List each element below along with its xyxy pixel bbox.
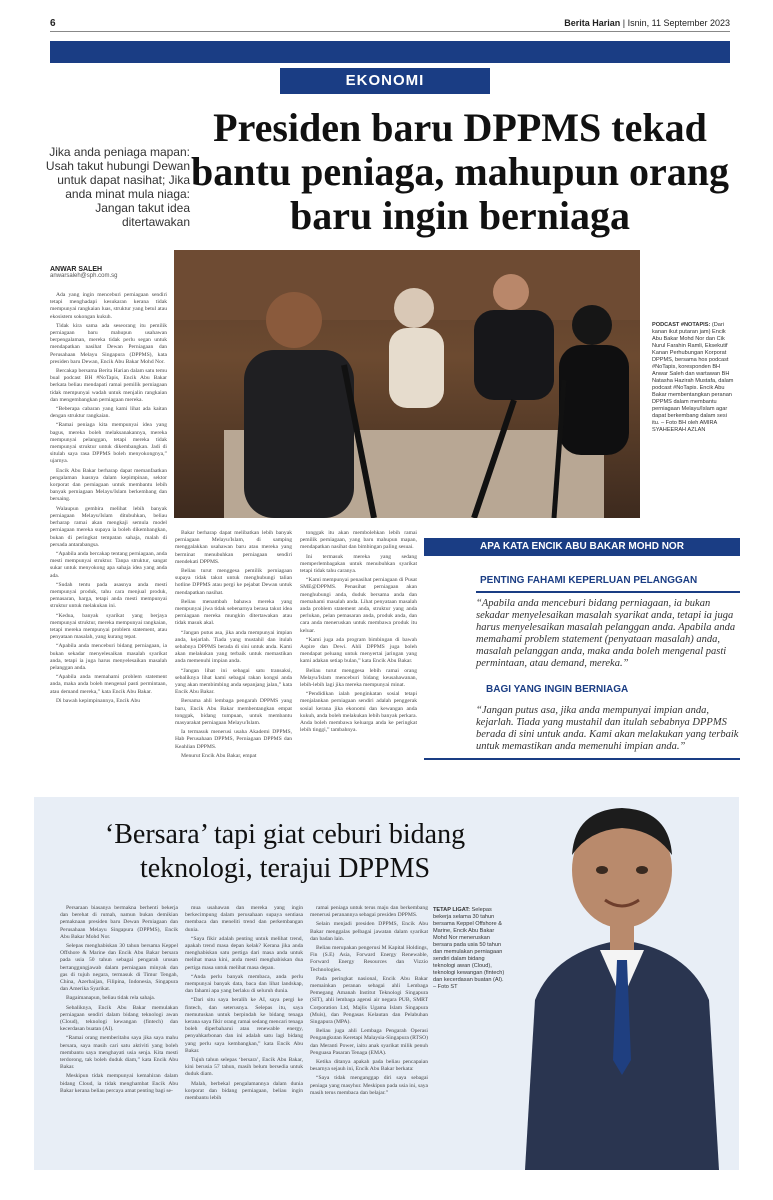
paragraph: “Jangan putus asa, jika anda mempunyai impian anda, kejarlah. Tiada yang mustahil dan itulah sebabnya DPPMS berada di sini untuk anda. Kami akan melakukan yang terbaik untuk memastikan anda memenuhi impian anda.: [175, 629, 292, 665]
paragraph: “Sudah tentu pada asasnya anda mesti mempunyai produk, tahu cara menjual produk, pemasaran, harga, tetapi anda mesti mempunyai struktur untuk melakukan ini.: [50, 581, 167, 610]
paragraph: Ia termasuk menerusi usaha Akademi DPPMS, Hab Perusahaan DPPMS, Perniagaan DPPMS dan Keahlian DPPMS.: [175, 729, 292, 750]
quote-rule-1: [476, 591, 740, 593]
quote-text-2: “Jangan putus asa, jika anda mempunyai impian anda, kejarlah. Tiada yang mustahil dan itulah sebabnya DPPMS berada di sini untuk anda. Kami akan melakukan yang terbaik untuk memastikan anda memenuhi impian anda.”: [476, 705, 739, 752]
paragraph: Ketika ditanya apakah pada beliau pencapaian besarnya sejauh ini, Encik Abu Bakar berkata:: [310, 1059, 428, 1073]
portrait-caption-text: Selepas bekerja selama 30 tahun bersama Keppel Offshore & Marine, Encik Abu Bakar Mohd Nor meneruskan bersara pada usia 50 tahun dan memulakan perniagaan sendiri dalam bidang teknologi awan (Cloud), teknologi kewangan (fintech) dan kecerdasan buatan (AI). – Foto ST: [433, 907, 505, 990]
paragraph: Selepas menghabiskan 30 tahun bersama Keppel Offshore & Marine dan Encik Abu Bakar bersara pada usia 50 tahun sebagai pengarah urusan bertanggungjawab dalam perniagaan minyak dan gas di tujuh negara, termasuk di Timur Tengah, China, Azerbaijan, Filipina, Indonesia, Singapura dan Amerika Syarikat.: [60, 943, 178, 993]
publication-name: Berita Harian: [564, 18, 621, 28]
portrait-caption: [433, 907, 505, 991]
paragraph: Bagaimanapun, beliau tidak rela sahaja.: [66, 995, 156, 1002]
byline: [50, 266, 165, 279]
page-number: 6: [50, 18, 56, 29]
paragraph: Bersama ahli lembaga pengarah DPPMS yang baru, Encik Abu Bakar membentangkan empat tonggak, bidang tumpuan, untuk membantu masyarakat perniagaan Melayu/Islam.: [175, 698, 292, 727]
paragraph: “Beberapa cabaran yang kami lihat ada kaitan dengan struktur rangkaian.: [50, 406, 167, 420]
article-column-3: [300, 530, 417, 788]
headline: Presiden baru DPPMS tekad bantu peniaga, mahupun orang baru ingin berniaga: [191, 105, 729, 238]
paragraph: “Dari situ saya beralih ke AI, saya pergi ke fintech, dan seterusnya. Selepas itu, saya memutuskan untuk berpindah ke bidang tenaga kerana saya fikir orang ramai sedang mencari tenaga boleh diperbaharui atau renewable energy, penyahkarbonan dan ini adalah satu lagi bidang yang perlu saya kembangkan,” kata Encik Abu Bakar.: [185, 997, 303, 1054]
paragraph: Selain menjadi presiden DPPMS, Encik Abu Bakar menggalas pelbagai jawatan dalam syarikat dan badan lain.: [310, 921, 428, 942]
article-column-1: [50, 292, 167, 788]
paragraph: mua usahawan dan mereka yang ingin berkecimpung dalam perusahaan supaya sentiasa membaca dan meneliti trend dan perkembangan dunia.: [185, 905, 303, 933]
podcast-photo: [174, 250, 640, 518]
photo-caption: [652, 322, 734, 434]
paragraph: Tidak kira sama ada seseorang itu pemilik perniagaan baru mahupun usahawan berpengalaman, mereka tidak perlu segan untuk mendapatkan nasihat Dewan Perniagaan dan Perusahaan Melayu Singapura (DPPMS), kata presiden baru Dewan, Encik Abu Bakar Mohd Nor.: [50, 322, 167, 365]
quote-subhead-1: PENTING FAHAMI KEPERLUAN PELANGGAN: [480, 575, 698, 586]
paragraph: tonggak itu akan membolehkan lebih ramai pemilik perniagaan, yang baru mahupun mapan, mendapatkan nasihat dan bimbingan paling sesuai.: [300, 530, 417, 551]
quote-bottom-rule: [424, 758, 740, 760]
paragraph: Beliau juga ahli Lembaga Pengarah Operasi Pengangkutan Keretapi Malaysia-Singapura (RTSO) dan Meranti Power, iaitu anak syarikat milik penuh Penguasa Pasaran Tenaga (EMA).: [310, 1028, 428, 1056]
paragraph: Bakar berharap dapat melibatkan lebih banyak perniagaan Melayu/Islam, di samping menggalakkan usahawan baru atau mereka yang berminat menubuhkan perniagaan sendiri mendekati DPPMS.: [175, 530, 292, 565]
byline-name: ANWAR SALEH: [50, 266, 103, 273]
feature-headline: ‘Bersara’ tapi giat ceburi bidang teknologi, terajui DPPMS: [104, 819, 466, 884]
paragraph: “Ramai peniaga kita mempunyai idea yang bagus, mereka boleh melaksanakannya, mereka mempunyai pelanggan, tetapi mereka tidak mempunyai struktur untuk dikembangkan. Jadi di situlah saya rasa DPPMS boleh menyokongnya,” ujarnya.: [50, 422, 167, 465]
paragraph: “Apabila anda menceburi bidang perniagaan, ia bukan sekadar menyelesaikan masalah syarikat anda, tetapi ia juga harus menyelesaikan masalah pelanggan anda.: [50, 643, 167, 671]
paragraph: “Jangan lihat ini sebagai satu transaksi, sebaliknya lihat kami sebagai rakan kongsi anda yang akan membimbing anda sepanjang jalan,” kata Encik Abu Bakar.: [175, 667, 292, 696]
paragraph: ramai peniaga untuk terus maju dan berkembang menerusi peranannya sebagai presiden DPPMS.: [310, 905, 428, 919]
paragraph: “Saya fikir adalah penting untuk melihat trend, apakah trend masa depan kelak? Kerana jika anda menghabiskan satu pertiga dari masa anda untuk melihat masa kini, anda mesti menghabiskan dua pertiga masa untuk melihat masa depan.: [185, 935, 303, 971]
paragraph: Pada peringkat nasional, Encik Abu Bakar memainkan peranan sebagai ahli Lembaga Pemegang Amanah Institut Teknologi Singapura (SIT), ahli lembaga agensi air negara PUB, SMRT Corporation Ltd, Majlis Ugama Islam Singapura (Muis), dan Pengasas Kelautan dan Pelabuhan Singapura (MPA).: [310, 975, 428, 1026]
photo-caption-label: PODCAST #NOTAPIS:: [652, 322, 711, 328]
portrait-caption-label: TETAP LIGAT:: [433, 907, 470, 913]
section-label: EKONOMI: [280, 68, 490, 94]
paragraph: Sebaliknya, Encik Abu Bakar memulakan perniagaan sendiri dalam bidang teknologi awan (Cloud), teknologi kewangan (fintech) dan kecerdasan buatan (AI).: [60, 1004, 178, 1033]
deck: Jika anda peniaga mapan: Usah takut hubungi Dewan untuk dapat nasihat; Jika anda minat mula niaga: Jangan takut idea ditertawakan: [45, 145, 190, 229]
header-band: [50, 41, 730, 63]
feature-column-3: [310, 905, 428, 1163]
podcast-photo-illustration: [174, 250, 640, 518]
paragraph: Persaraan biasanya bermakna berhenti bekerja dan berehat di rumah, namun bukan demikian pemaknaan presiden baru Dewan Perniagaan dan Perusahaan Melayu Singapura (DPPMS), Encik Abu Bakar Mohd Nor.: [60, 905, 178, 940]
issue-date: Isnin, 11 September 2023: [627, 18, 730, 28]
paragraph: Di bawah kepimpinannya, Encik Abu: [56, 697, 141, 704]
paragraph: Walaupun gembira melihat lebih banyak perniagaan Melayu/Islam ditubuhkan, beliau berharap ramai akan mengkaji semula model perniagaan mereka supaya ia boleh dikembangkan, bukan di peringkat tempatan sahaja, malah di persada antarabangsa.: [50, 505, 167, 548]
photo-caption-text: (Dari kanan ikut putaran jam) Encik Abu Bakar Mohd Nor dan Cik Nurul Farahin Ramli, Eksekutif Kanan Perhubungan Korporat DPPMS, bersama hos podcast #NoTapis, koresponden BH Anwar Saleh dan wartawan BH Natasha Hazirah Mustafa, dalam podcast #NoTapis. Encik Abu Bakar membentangkan peranan DPPMS dalam membantu perniagaan Melayu/Islam agar dapat berkembang dalam sesi itu. – Foto BH oleh AMIRA SYAHEERAH AZLAN: [652, 322, 734, 433]
paragraph: Malah, berbekal pengalamannya dalam dunia korporat dan bidang perniagaan, beliau ingin membantu lebih: [185, 1080, 303, 1102]
feature-column-2: [185, 905, 303, 1163]
paragraph: Beliau menambah bahawa mereka yang mempunyai jiwa tidak sebenarnya berasa takut idea perniagaan mereka mungkin ditertawakan atau tidak masuk akal.: [175, 598, 292, 627]
masthead: [564, 18, 730, 28]
portrait-illustration: [505, 800, 739, 1170]
paragraph: “Kami juga ada program bimbingan di bawah Aspire dan Dewi. Ahli DPPMS juga boleh mendapat peluang untuk menyertai jaringan yang kami adakan setiap bulan,” kata Encik Abu Bakar.: [300, 636, 417, 665]
paragraph: Ada yang ingin menceburi perniagaan sendiri tetapi menghadapi kesukaran kerana tidak mempunyai rangkaian luas, struktur yang betul atau ekosistem sokongan kukuh.: [50, 292, 167, 320]
paragraph: Beliau turut menggesa lebih ramai orang Melayu/Islam menceburi bidang keusahawanan, lebih-lebih lagi jika mereka mempunyai minat.: [300, 667, 417, 689]
feature-column-1: [60, 905, 178, 1163]
masthead-separator: |: [622, 18, 628, 28]
paragraph: “Kami mempunyai penasihat perniagaan di Pusat SME@DPPMS. Penasihat perniagaan akan menghubungi anda, duduk bersama anda dan memahami masalah anda. Lihat penyataan masalah anda problem statement anda, struktur yang anda perlukan, pelan pemasaran anda, produk anda, dan cara anda meneruskan untuk membawa produk itu keluar.: [300, 577, 417, 634]
paragraph: “Ramai orang memberitahu saya jika saya mahu bersara, saya masih cari satu aktiviti yang boleh membantu saya menghayati usia senja. Kita mesti terdorong, tak boleh duduk diam,” kata Encik Abu Bakar.: [60, 1035, 178, 1071]
paragraph: “Apabila anda memahami problem statement anda, maka anda boleh mengenal pasti permintaan, atau demand mereka,” kata Encik Abu Bakar.: [50, 674, 167, 695]
paragraph: Menurut Encik Abu Bakar, empat: [181, 752, 257, 759]
paragraph: “Anda perlu banyak membaca, anda perlu mempunyai banyak data, baca dan lihat landskap, dan fahami apa yang berlaku di seluruh dunia.: [185, 973, 303, 995]
paragraph: Beliau merupakan pengerusi M Kapital Holdings, Fin (S.E) Asia, Forward Energy Renewable, Forward Energy Resources dan Vizzio Technologies.: [310, 945, 428, 973]
paragraph: “Pendidikan ialah penginkatan sosial tetapi menjalankan perniagaan sendiri adalah penggerak sosial kerana jika ekonomi dan kewangan anda kukuh, anda boleh melakukan lebih banyak perkara. Anda boleh membawa keluarga anda ke peringkat lebih tinggi,” tambahnya.: [300, 691, 417, 734]
paragraph: “Saya tidak menganggap diri saya sebagai peniaga yang masyhur. Meskipun pada usia ini, saya masih terus membaca dan belajar.”: [310, 1075, 428, 1096]
quote-text-1: “Apabila anda menceburi bidang perniagaan, ia bukan sekadar menyelesaikan masalah syarikat anda, tetapi ia juga harus menyelesaikan masalah pelanggan anda. Apabila anda memahami problem statement (penyataan masalah) anda, masalah pelanggan anda, maka anda boleh mengenal pasti permintaan, atau demand, mereka.”: [476, 598, 736, 669]
header-rule: [50, 31, 730, 32]
portrait-photo: [505, 800, 739, 1170]
paragraph: Ini termasuk mereka yang sedang memperlembagakan untuk menubuhkan syarikat tetapi tidak tahu caranya.: [300, 553, 417, 575]
paragraph: Tujuh tahun selepas ‘bersara’, Encik Abu Bakar, kini berusia 57 tahun, masih belum bersedia untuk duduk diam.: [185, 1057, 303, 1078]
paragraph: Encik Abu Bakar berharap dapat memanfaatkan pengalaman luasnya dalam kepimpinan, sektor korporat dan perniagaan untuk membantu lebih banyak perniagaan Melayu/Islam berkembang dan bersaing.: [50, 467, 167, 503]
quote-subhead-2: BAGI YANG INGIN BERNIAGA: [486, 684, 629, 695]
paragraph: Bercakap bersama Berita Harian dalam satu temu bual podcast BH #NoTapis, Encik Abu Bakar berkata beliau mendapati ramai pemilik perniagaan tidak mempunyai wadah untuk menjalin rangkaian dan mengembangkan perniagaan mereka.: [50, 368, 167, 403]
paragraph: “Kedua, banyak syarikat yang berjaya mempunyai struktur, mereka mempunyai rangkaian, tetapi mereka mempunyai problem statement, atau penyataan masalah, yang kurang tepat.: [50, 612, 167, 641]
paragraph: “Apabila anda bercakap tentang perniagaan, anda mesti mempunyai struktur. Tanpa struktur, sangat sukar untuk menyokong apa sahaja idea yang anda ada.: [50, 550, 167, 579]
byline-email: anwarsaleh@sph.com.sg: [50, 273, 118, 279]
article-column-2: [175, 530, 292, 788]
paragraph: Meskipun tidak mempunyai kemahiran dalam bidang Cloud, ia tidak menghambat Encik Abu Bakar kerana beliau percaya amat penting bagi se-: [60, 1073, 178, 1094]
paragraph: Beliau turut menggesa pemilik perniagaan supaya tidak takut untuk menghubungi talian hotline DPPMS atau pergi ke pejabat Dewan untuk mendapatkan nasihat.: [175, 568, 292, 596]
quotes-title: APA KATA ENCIK ABU BAKAR MOHD NOR: [424, 538, 740, 556]
